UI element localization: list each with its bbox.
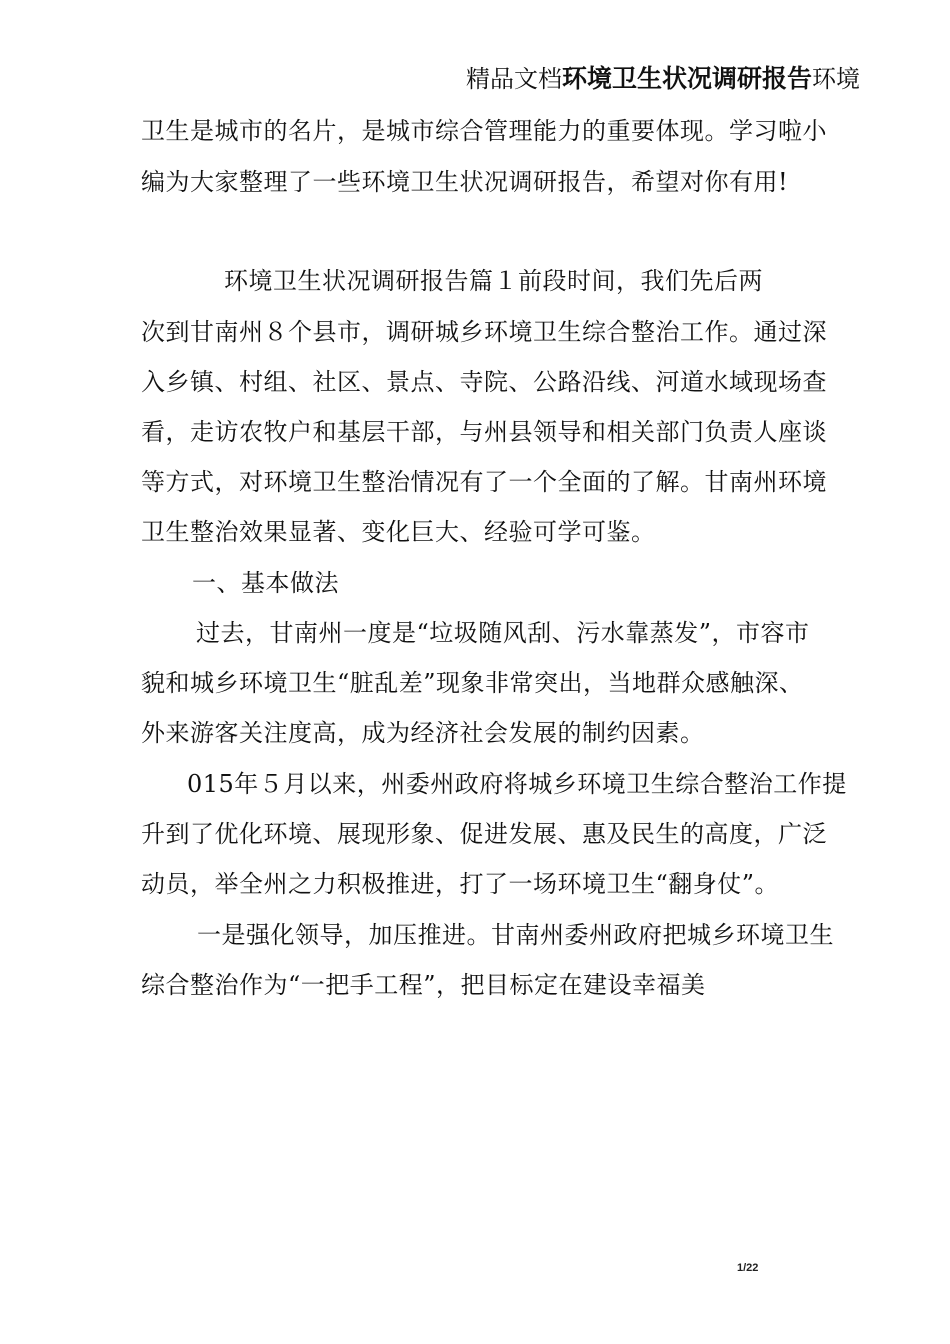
section-line: 入乡镇、村组、社区、景点、寺院、公路沿线、河道水域现场查	[141, 368, 827, 396]
header-suffix: 环境	[812, 65, 860, 93]
header-prefix: 精品文档	[465, 65, 562, 93]
section-line: 次到甘南州８个县市，调研城乡环境卫生综合整治工作。通过深	[141, 318, 827, 346]
page-number: 1/22	[737, 1262, 759, 1274]
paragraph-line: 综合整治作为“一把手工程”，把目标定在建设幸福美	[141, 971, 706, 999]
paragraph-line: 外来游客关注度高，成为经济社会发展的制约因素。	[141, 719, 705, 747]
section-line: 等方式，对环境卫生整治情况有了一个全面的了解。甘南州环境	[141, 468, 827, 496]
paragraph-line: 一是强化领导，加压推进。甘南州委州政府把城乡环境卫生	[197, 921, 834, 949]
paragraph-line: 貌和城乡环境卫生“脏乱差”现象非常突出，当地群众感触深、	[141, 669, 804, 697]
section-line: 卫生整治效果显著、变化巨大、经验可学可鉴。	[141, 518, 656, 546]
paragraph-line: 升到了优化环境、展现形象、促进发展、惠及民生的高度，广泛	[141, 820, 827, 848]
section-line: 环境卫生状况调研报告篇１前段时间，我们先后两	[224, 267, 763, 295]
paragraph-line: 015年５月以来，州委州政府将城乡环境卫生综合整治工作提	[187, 770, 847, 798]
paragraph-line: 过去，甘南州一度是“垃圾随风刮、污水靠蒸发”，市容市	[196, 619, 810, 647]
document-title: 环境卫生状况调研报告	[561, 64, 812, 93]
intro-line: 卫生是城市的名片，是城市综合管理能力的重要体现。学习啦小	[141, 117, 827, 145]
section-line: 看，走访农牧户和基层干部，与州县领导和相关部门负责人座谈	[141, 418, 827, 446]
intro-line: 编为大家整理了一些环境卫生状况调研报告，希望对你有用!	[141, 168, 789, 196]
paragraph-line: 动员，举全州之力积极推进，打了一场环境卫生“翻身仗”。	[141, 870, 780, 898]
document-header	[466, 64, 860, 94]
section-heading: 一、基本做法	[192, 569, 339, 597]
